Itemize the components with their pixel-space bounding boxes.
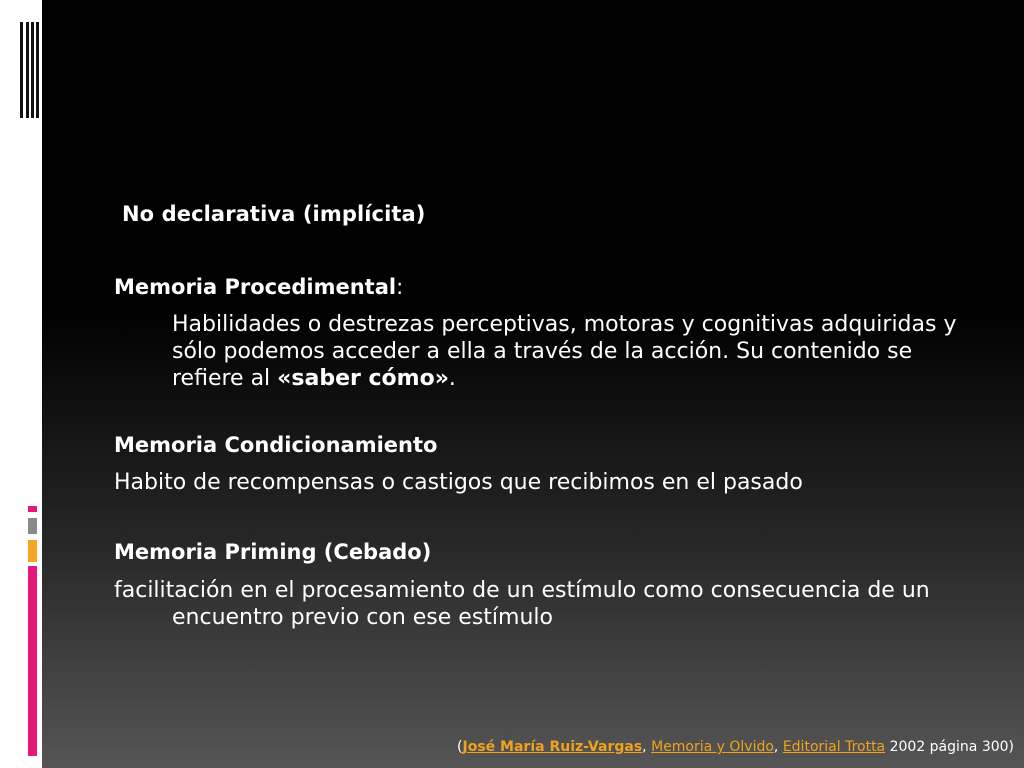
section-title-condicionamiento: Memoria Condicionamiento xyxy=(114,433,438,457)
section-body-procedimental xyxy=(172,311,972,392)
section-body-priming: facilitación en el procesamiento de un estímulo como consecuencia de un encuentro previo con ese estímulo xyxy=(114,578,930,630)
slide-content xyxy=(42,0,1024,768)
citation-author-link[interactable]: José María Ruiz-Vargas xyxy=(462,739,643,755)
body-emphasis: «saber cómo» xyxy=(277,366,449,391)
citation-book-link[interactable]: Memoria y Olvido xyxy=(651,739,774,755)
slide-subtitle: No declarativa (implícita) xyxy=(122,202,426,226)
body-text: Habilidades o destrezas perceptivas, motoras y cognitivas adquiridas y sólo podemos acceder a ella a través de la acción. Su contenido se refiere al xyxy=(172,312,957,391)
decorative-bars xyxy=(0,0,42,768)
section-title-priming: Memoria Priming (Cebado) xyxy=(114,540,432,564)
citation-sep-2: , xyxy=(773,739,783,755)
citation xyxy=(457,739,1014,755)
section-title-colon: : xyxy=(396,275,404,299)
citation-publisher-link[interactable]: Editorial Trotta xyxy=(782,739,886,755)
citation-open: ( xyxy=(457,739,463,755)
citation-sep-1: , xyxy=(642,739,652,755)
section-body-condicionamiento: Habito de recompensas o castigos que recibimos en el pasado xyxy=(114,470,803,495)
slide-area xyxy=(42,0,1024,768)
citation-tail: 2002 página 300) xyxy=(885,739,1014,755)
section-title-procedimental xyxy=(114,275,403,299)
section-title-text: Memoria Procedimental xyxy=(114,275,397,299)
body-period: . xyxy=(448,366,456,391)
